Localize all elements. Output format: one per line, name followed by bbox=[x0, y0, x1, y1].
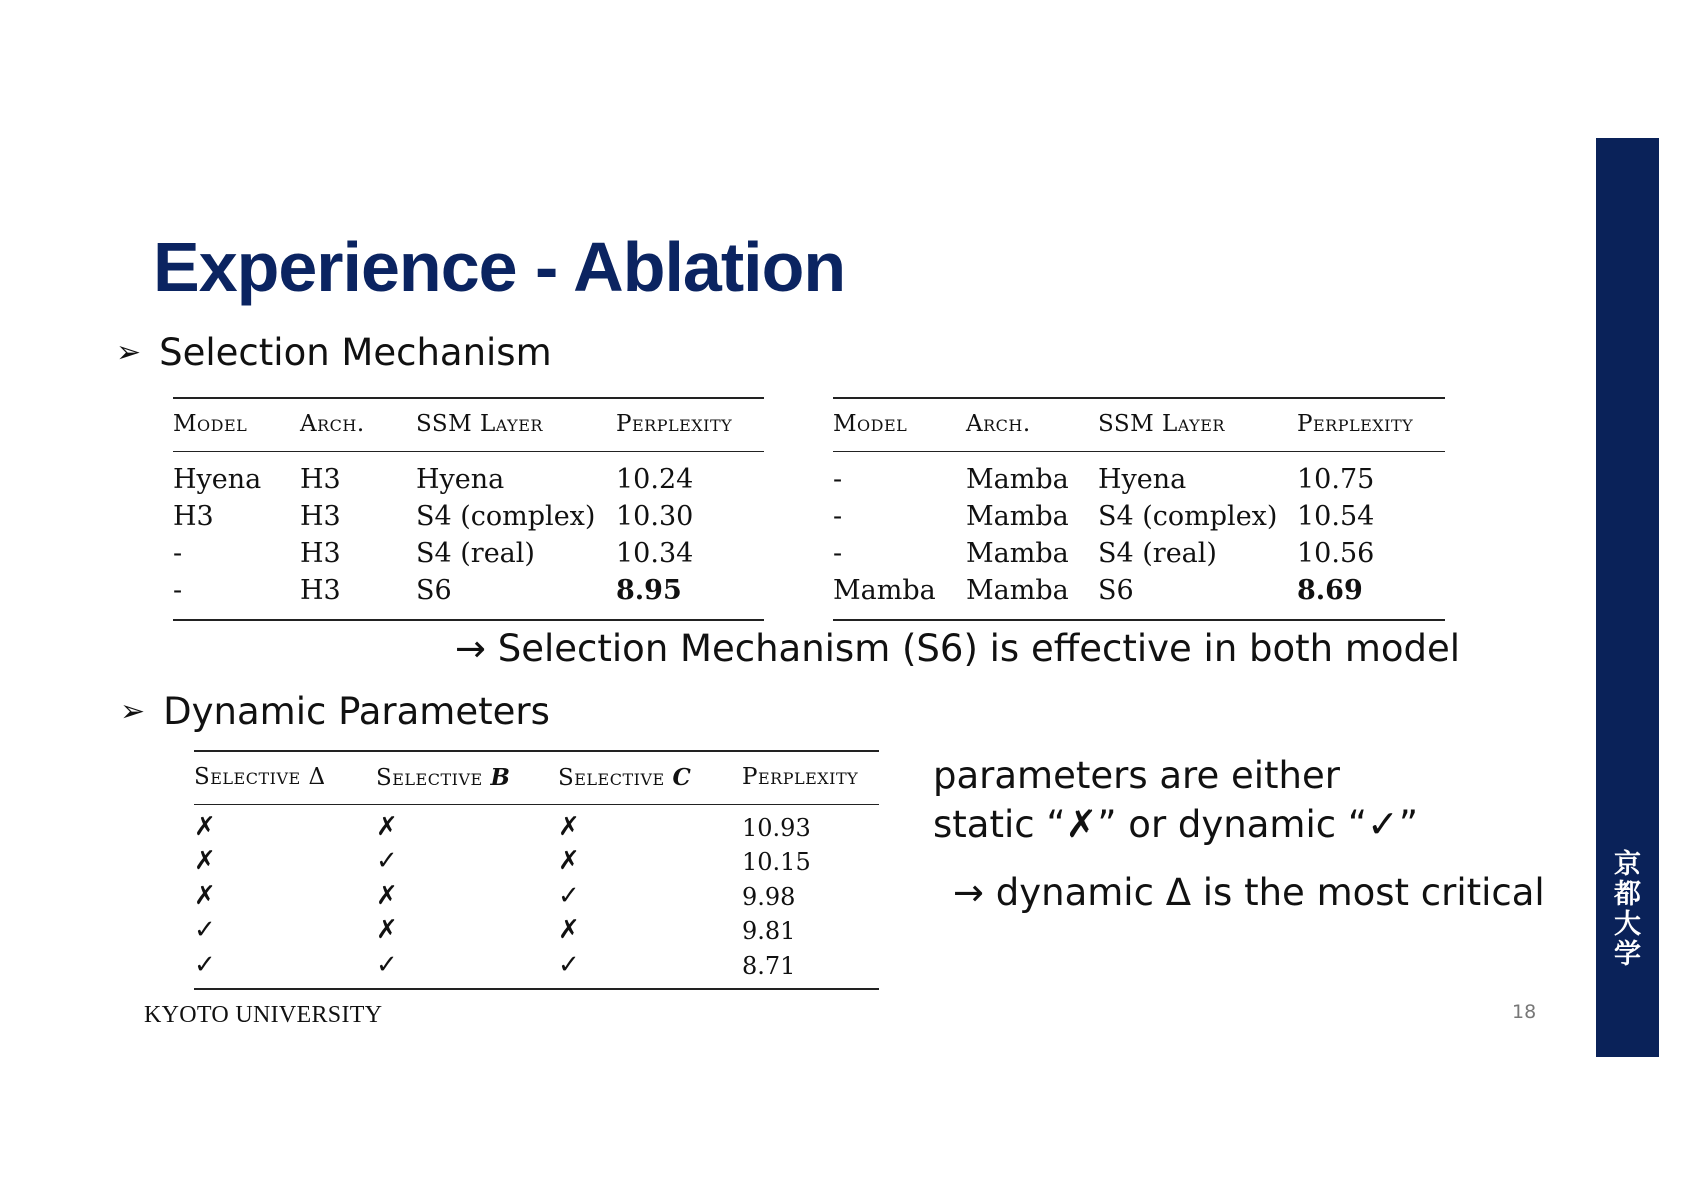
cell-model: H3 bbox=[173, 501, 214, 532]
cell-selective-c: ✗ bbox=[558, 915, 580, 945]
table-header bbox=[173, 399, 764, 452]
cell-perplexity: 10.24 bbox=[616, 464, 694, 495]
cell-selective-c: ✗ bbox=[558, 812, 580, 842]
cell-perplexity-best: 8.95 bbox=[616, 575, 682, 606]
parameters-note-line1: parameters are either bbox=[933, 754, 1340, 797]
cell-perplexity: 10.54 bbox=[1297, 501, 1375, 532]
cell-arch: H3 bbox=[300, 575, 341, 606]
header-arch: Arch. bbox=[966, 411, 1031, 437]
header-ssm-layer: SSM Layer bbox=[1098, 411, 1225, 437]
cell-perplexity: 9.81 bbox=[742, 917, 796, 945]
cell-perplexity: 10.56 bbox=[1297, 538, 1375, 569]
cell-model: Mamba bbox=[833, 575, 936, 606]
cell-arch: H3 bbox=[300, 538, 341, 569]
header-perplexity: Perplexity bbox=[742, 764, 859, 790]
cell-ssm-layer: S6 bbox=[416, 575, 452, 606]
cell-selective-b: ✗ bbox=[376, 812, 398, 842]
header-text: Selective bbox=[558, 765, 673, 791]
header-model: Model bbox=[173, 411, 248, 437]
header-symbol: C bbox=[672, 764, 692, 791]
university-side-bar bbox=[1596, 138, 1659, 1057]
dynamic-delta-conclusion: → dynamic Δ is the most critical bbox=[953, 871, 1545, 914]
logo-character: 京 bbox=[1614, 849, 1641, 880]
header-perplexity: Perplexity bbox=[616, 411, 733, 437]
ablation-table-h3 bbox=[173, 397, 764, 621]
logo-characters bbox=[1596, 850, 1659, 970]
header-selective-c bbox=[558, 766, 691, 790]
cell-selective-b: ✓ bbox=[376, 846, 398, 876]
cell-selective-c: ✓ bbox=[558, 950, 580, 980]
cell-selective-b: ✓ bbox=[376, 950, 398, 980]
header-model: Model bbox=[833, 411, 908, 437]
cell-model: - bbox=[173, 575, 183, 606]
selective-parameters-table bbox=[194, 750, 879, 990]
header-text: Selective bbox=[376, 765, 491, 791]
table-header bbox=[194, 752, 879, 805]
cell-ssm-layer: Hyena bbox=[416, 464, 505, 495]
bullet-dynamic-parameters bbox=[120, 690, 550, 733]
cell-arch: H3 bbox=[300, 464, 341, 495]
selection-mechanism-conclusion: → Selection Mechanism (S6) is effective in both model bbox=[455, 627, 1461, 670]
arrow-bullet-icon: ➢ bbox=[120, 694, 146, 729]
cell-ssm-layer: S4 (complex) bbox=[1098, 501, 1278, 532]
cell-arch: Mamba bbox=[966, 501, 1069, 532]
cell-selective-delta: ✓ bbox=[194, 950, 216, 980]
cell-perplexity: 10.93 bbox=[742, 814, 811, 842]
cell-perplexity: 10.75 bbox=[1297, 464, 1375, 495]
logo-character: 都 bbox=[1614, 879, 1641, 910]
header-selective-b bbox=[376, 766, 510, 790]
note-text: static “ bbox=[933, 803, 1066, 846]
cell-ssm-layer: S6 bbox=[1098, 575, 1134, 606]
logo-character: 学 bbox=[1614, 939, 1641, 970]
section-heading: Selection Mechanism bbox=[159, 331, 552, 374]
header-symbol: B bbox=[490, 764, 511, 791]
cell-selective-delta: ✗ bbox=[194, 812, 216, 842]
arrow-bullet-icon: ➢ bbox=[116, 335, 142, 370]
cell-ssm-layer: S4 (real) bbox=[416, 538, 535, 569]
header-ssm-layer: SSM Layer bbox=[416, 411, 543, 437]
note-text: ” or dynamic “ bbox=[1097, 803, 1368, 846]
cell-selective-b: ✗ bbox=[376, 915, 398, 945]
cell-perplexity: 10.15 bbox=[742, 848, 811, 876]
table-header bbox=[833, 399, 1445, 452]
cell-perplexity-best: 8.69 bbox=[1297, 575, 1363, 606]
cell-selective-delta: ✗ bbox=[194, 881, 216, 911]
check-icon: ✓ bbox=[1367, 802, 1399, 846]
footer-university: KYOTO UNIVERSITY bbox=[144, 1002, 383, 1028]
page-number: 18 bbox=[1512, 1001, 1537, 1023]
cell-perplexity: 10.30 bbox=[616, 501, 694, 532]
cell-selective-b: ✗ bbox=[376, 881, 398, 911]
bullet-selection-mechanism bbox=[116, 331, 552, 374]
cell-selective-delta: ✓ bbox=[194, 915, 216, 945]
cell-model: - bbox=[833, 464, 843, 495]
cell-arch: H3 bbox=[300, 501, 341, 532]
note-text: ” bbox=[1398, 803, 1419, 846]
header-selective-delta: Selective Δ bbox=[194, 764, 326, 790]
cell-arch: Mamba bbox=[966, 464, 1069, 495]
cell-arch: Mamba bbox=[966, 575, 1069, 606]
logo-character: 大 bbox=[1614, 909, 1641, 940]
cell-selective-c: ✗ bbox=[558, 846, 580, 876]
cell-model: - bbox=[833, 538, 843, 569]
cell-arch: Mamba bbox=[966, 538, 1069, 569]
cell-model: - bbox=[833, 501, 843, 532]
cell-perplexity: 9.98 bbox=[742, 883, 796, 911]
cell-perplexity: 10.34 bbox=[616, 538, 694, 569]
cell-selective-c: ✓ bbox=[558, 881, 580, 911]
header-perplexity: Perplexity bbox=[1297, 411, 1414, 437]
cell-model: - bbox=[173, 538, 183, 569]
cell-model: Hyena bbox=[173, 464, 262, 495]
section-heading: Dynamic Parameters bbox=[163, 690, 550, 733]
cross-icon: ✗ bbox=[1065, 802, 1098, 846]
cell-ssm-layer: S4 (complex) bbox=[416, 501, 596, 532]
header-arch: Arch. bbox=[300, 411, 365, 437]
slide-title: Experience - Ablation bbox=[153, 228, 846, 306]
cell-perplexity: 8.71 bbox=[742, 952, 796, 980]
cell-ssm-layer: Hyena bbox=[1098, 464, 1187, 495]
cell-ssm-layer: S4 (real) bbox=[1098, 538, 1217, 569]
ablation-table-mamba bbox=[833, 397, 1445, 621]
university-logo-text bbox=[1596, 850, 1659, 970]
parameters-note-line2 bbox=[933, 802, 1419, 846]
cell-selective-delta: ✗ bbox=[194, 846, 216, 876]
